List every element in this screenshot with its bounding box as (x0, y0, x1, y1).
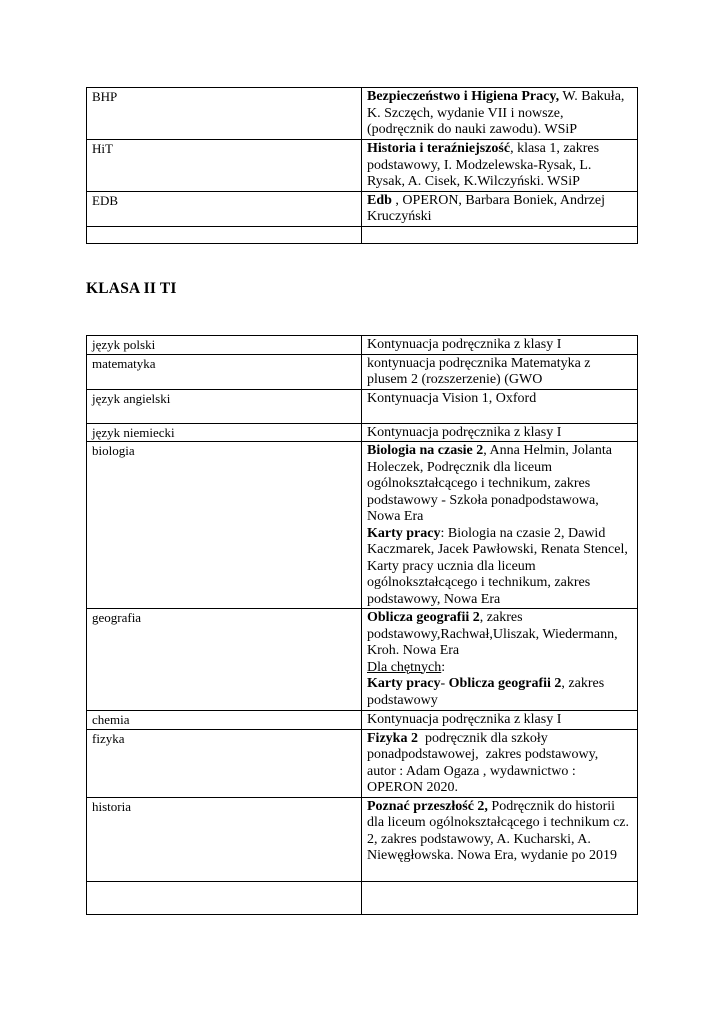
book-details: , zakres podstawowy,Rachwał,Uliszak, Wiedermann, Kroh. Nowa Era (367, 610, 618, 658)
subject-cell: język angielski (87, 389, 362, 423)
table-row (87, 354, 638, 389)
book-cell: Kontynuacja podręcznika z klasy I (362, 711, 638, 730)
book-title: Poznać przeszłość 2, (367, 798, 488, 814)
empty-cell (362, 881, 638, 914)
table-row (87, 191, 638, 226)
book-cell: kontynuacja podręcznika Matematyka z plusem 2 (rozszerzenie) (GWO (362, 354, 638, 389)
book-cell (362, 191, 638, 226)
book-cell: Kontynuacja podręcznika z klasy I (362, 336, 638, 355)
workbook-dash: - (440, 676, 449, 691)
table-row (87, 609, 638, 711)
subject-cell: EDB (87, 191, 362, 226)
table-row (87, 389, 638, 423)
workbook-details: : Biologia na czasie 2, Dawid Kaczmarek, Jacek Pawłowski, Renata Stencel, Karty pracy ucznia dla liceum ogólnokształcącego i technikum, zakres podstawowy, Nowa Era (367, 525, 628, 607)
workbook-title: Karty pracy (367, 525, 441, 541)
optional-label: Dla chętnych (367, 659, 442, 675)
table-row (87, 88, 638, 140)
subject-cell: język niemiecki (87, 423, 362, 442)
book-cell: Kontynuacja podręcznika z klasy I (362, 423, 638, 442)
textbook-table-klasa-ii (86, 335, 638, 915)
textbook-table-klasa-i (86, 87, 638, 244)
book-details: Podręcznik do historii dla liceum ogólnokształcącego i technikum cz. 2, zakres podstawowy, A. Kucharski, A. Niewęgłowska. Nowa Era, wydanie po 2019 (367, 798, 630, 863)
subject-cell: BHP (87, 88, 362, 140)
subject-cell: język polski (87, 336, 362, 355)
book-title: Oblicza geografii 2 (367, 610, 480, 625)
workbook-book-title: Oblicza geografii 2 (448, 676, 562, 691)
workbook-title: Karty pracy (367, 676, 441, 691)
table-row (87, 442, 638, 609)
table-row (87, 729, 638, 797)
book-title: Edb (367, 192, 392, 208)
book-details: W. Bakuła, K. Szczęch, wydanie VII i nowsze, (podręcznik do nauki zawodu). WSiP (367, 89, 625, 137)
subject-cell: geografia (87, 609, 362, 711)
book-title: Historia i teraźniejszość (367, 141, 511, 156)
subject-cell: chemia (87, 711, 362, 730)
table-row (87, 797, 638, 881)
book-details: , klasa 1, zakres podstawowy, I. Modzelewska-Rysak, L. Rysak, A. Cisek, K.Wilczyński. WSiP (367, 141, 600, 189)
table-row (87, 711, 638, 730)
book-cell (362, 797, 638, 881)
book-cell (362, 729, 638, 797)
table-row (87, 336, 638, 355)
empty-cell (87, 226, 362, 243)
workbook-details: , zakres podstawowy (367, 676, 605, 708)
empty-cell (362, 226, 638, 243)
book-cell (362, 609, 638, 711)
book-cell (362, 442, 638, 609)
table-row-empty (87, 226, 638, 243)
subject-cell: HiT (87, 140, 362, 192)
subject-cell: historia (87, 797, 362, 881)
book-details: podręcznik dla szkoły ponadpodstawowej, zakres podstawowy, autor : Adam Ogaza , wydawnictwo : OPERON 2020. (367, 730, 609, 795)
empty-cell (87, 881, 362, 914)
optional-colon: : (441, 659, 446, 675)
subject-cell: biologia (87, 442, 362, 609)
subject-cell: fizyka (87, 729, 362, 797)
book-cell: Kontynuacja Vision 1, Oxford (362, 389, 638, 423)
section-heading: KLASA II TI (86, 280, 177, 297)
table-row-empty (87, 881, 638, 914)
book-cell (362, 140, 638, 192)
subject-cell: matematyka (87, 354, 362, 389)
table-row (87, 140, 638, 192)
book-details: , Anna Helmin, Jolanta Holeczek, Podręcznik dla liceum ogólnokształcącego i technikum, zakres podstawowy - Szkoła ponadpodstawowa, Nowa Era (367, 443, 612, 524)
book-details: , OPERON, Barbara Boniek, Andrzej Kruczyński (367, 192, 605, 224)
book-cell (362, 88, 638, 140)
book-title: Fizyka 2 (367, 730, 418, 746)
table-row (87, 423, 638, 442)
book-title: Biologia na czasie 2 (367, 443, 484, 458)
book-title: Bezpieczeństwo i Higiena Pracy, (367, 89, 560, 104)
